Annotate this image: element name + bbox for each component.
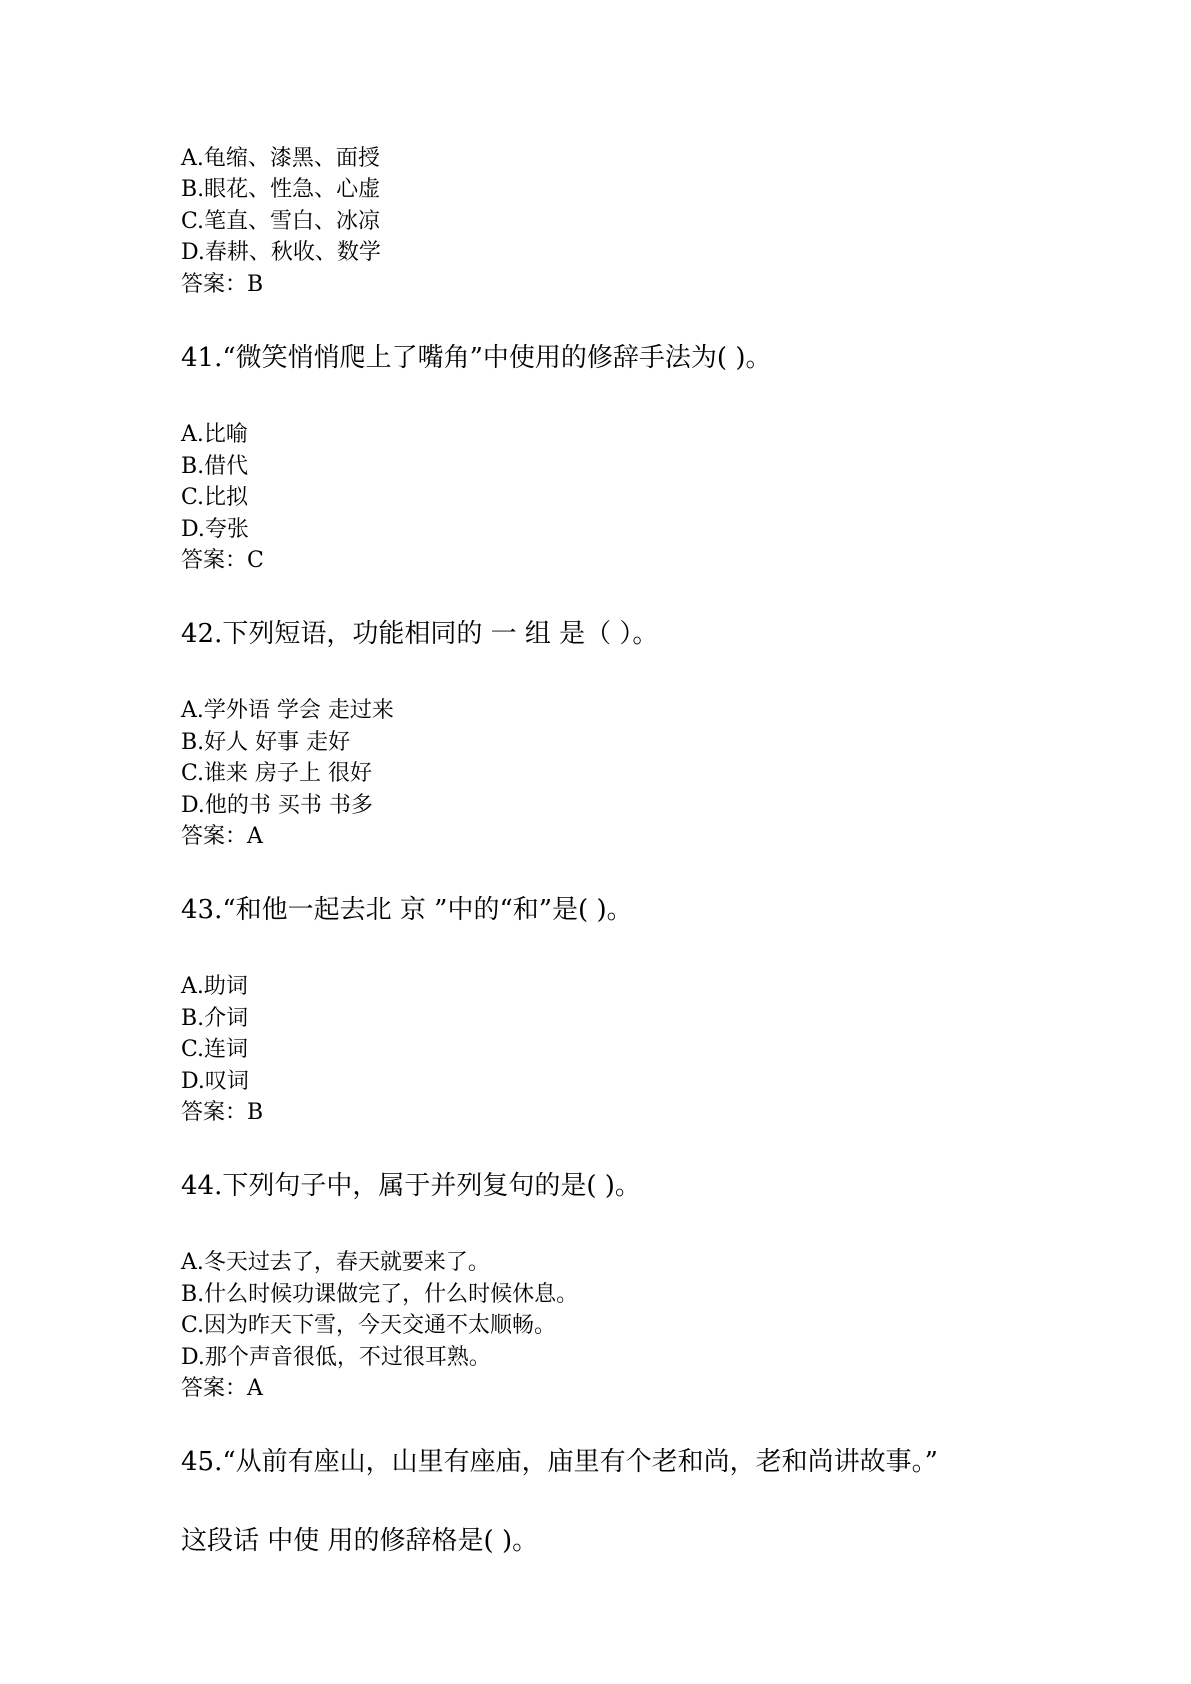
option-a: A.比喻 — [181, 422, 248, 447]
option-d: D.春耕、秋收、数学 — [181, 240, 381, 265]
option-a: A.龟缩、漆黑、面授 — [181, 146, 380, 171]
answer: 答案：B — [181, 1100, 264, 1125]
question-45-stem-continued: 这段话 中使 用的修辞格是( )。 — [181, 1526, 539, 1556]
option-c: C.连词 — [181, 1037, 249, 1062]
answer: 答案：B — [181, 272, 264, 297]
answer: 答案：A — [181, 1376, 263, 1401]
option-c: C.谁来 房子上 很好 — [181, 761, 373, 786]
option-a: A.学外语 学会 走过来 — [181, 698, 394, 723]
option-b: B.好人 好事 走好 — [181, 730, 351, 755]
answer: 答案：C — [181, 548, 264, 573]
option-a: A.助词 — [181, 974, 248, 999]
option-b: B.什么时候功课做完了，什么时候休息。 — [181, 1282, 579, 1307]
option-c: C.因为昨天下雪，今天交通不太顺畅。 — [181, 1313, 557, 1338]
option-b: B.介词 — [181, 1006, 249, 1031]
question-43-stem: 43.“和他一起去北 京 ”中的“和”是( )。 — [181, 895, 633, 925]
answer: 答案：A — [181, 824, 263, 849]
question-45-stem: 45.“从前有座山，山里有座庙，庙里有个老和尚，老和尚讲故事。” — [181, 1447, 938, 1477]
question-44-stem: 44.下列句子中，属于并列复句的是( )。 — [181, 1171, 641, 1201]
question-42-stem: 42.下列短语，功能相同的 一 组 是（ ）。 — [181, 619, 659, 649]
option-b: B.借代 — [181, 454, 249, 479]
option-c: C.笔直、雪白、冰凉 — [181, 209, 381, 234]
option-b: B.眼花、性急、心虚 — [181, 177, 381, 202]
option-d: D.叹词 — [181, 1069, 249, 1094]
question-41-stem: 41.“微笑悄悄爬上了嘴角”中使用的修辞手法为( )。 — [181, 343, 772, 373]
option-d: D.那个声音很低，不过很耳熟。 — [181, 1345, 491, 1370]
option-d: D.他的书 买书 书多 — [181, 793, 373, 818]
option-d: D.夸张 — [181, 517, 249, 542]
option-c: C.比拟 — [181, 485, 249, 510]
option-a: A.冬天过去了，春天就要来了。 — [181, 1250, 490, 1275]
